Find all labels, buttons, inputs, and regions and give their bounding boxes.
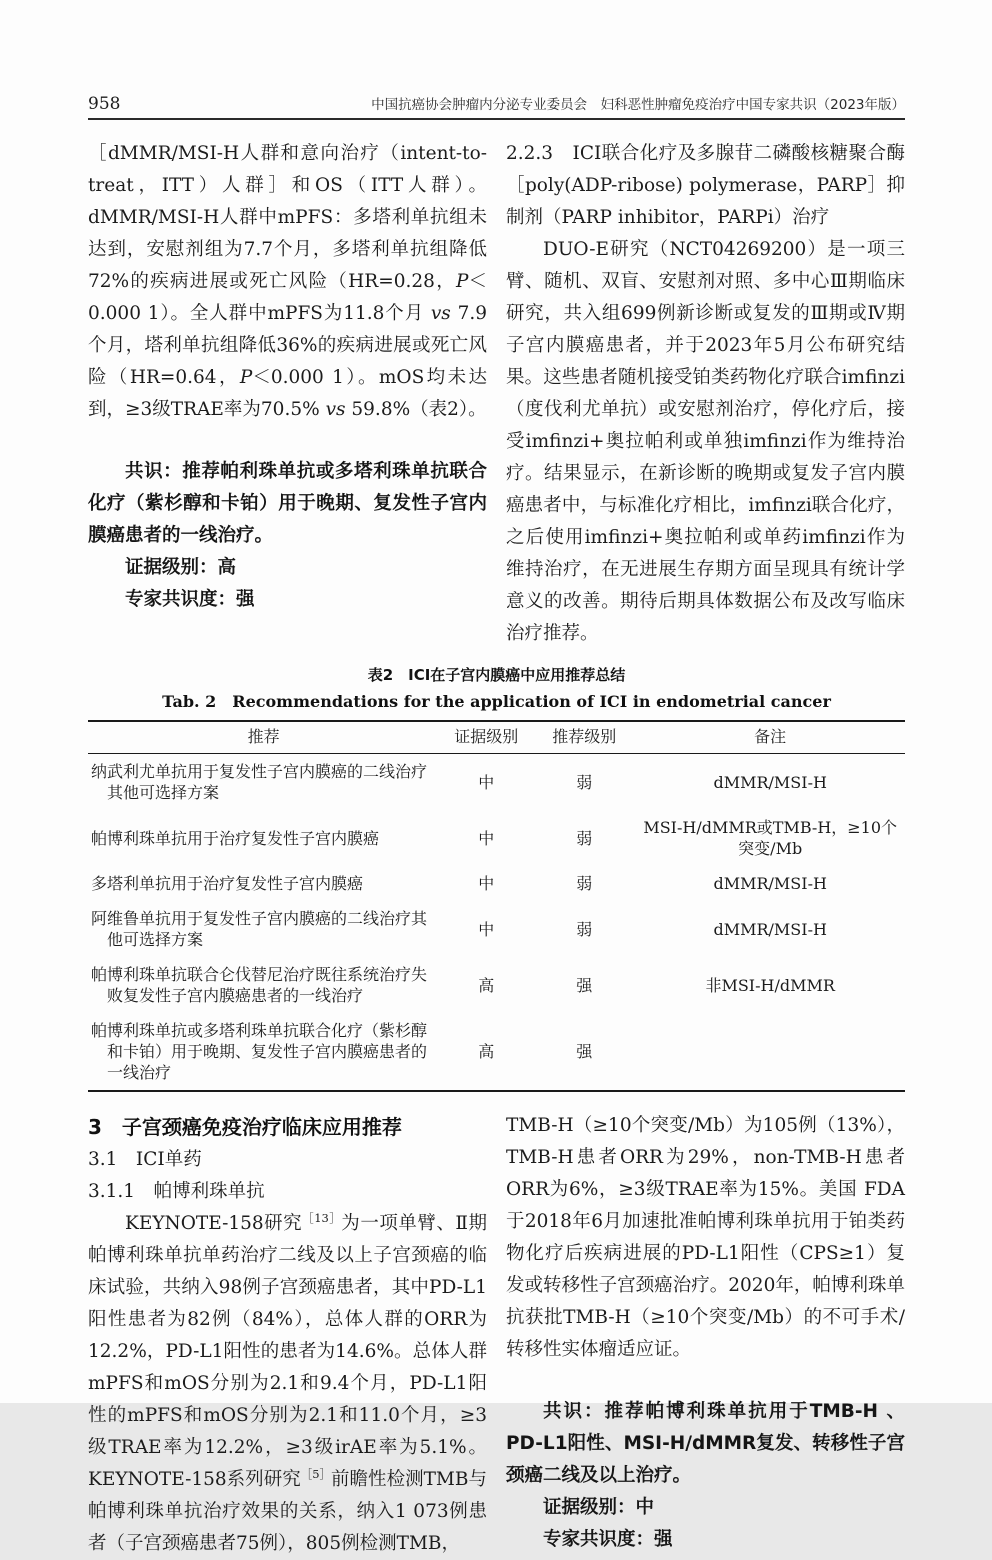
recommendation-text: 多塔利单抗用于治疗复发性子宫内膜癌 [91,874,364,893]
evidence-level-1: 证据级别：高 [125,557,237,578]
note: dMMR/MSI-H [713,919,827,939]
recommendation-text: 帕博利珠单抗联合仑伐替尼治疗既往系统治疗失败复发性子宫内膜癌患者的一线治疗 [91,965,428,1005]
recommendation-grade: 强 [576,1042,593,1061]
table-title-en: Tab. 2 Recommendations for the application of ICI in endometrial cancer [162,692,831,711]
table-row [88,901,905,957]
evidence-level-2: 证据级别：中 [543,1497,655,1518]
bottom-section [88,1110,905,1560]
duo-e-paragraph: DUO-E研究（NCT04269200）是一项三臂、随机、双盲、安慰剂对照、多中心Ⅲ期临床研究，共入组699例新诊断或复发的Ⅲ期或Ⅳ期子宫内膜癌患者，并于2023年5月公布研究结果。这些患者随机接受铂类药物化疗联合imfinzi（度伐利尤单抗）或安慰剂治疗，停化疗后，接受imfinzi+奥拉帕利或单独imfinzi作为维持治疗。结果显示，在新诊断的晚期或复发子宫内膜癌患者中，与标准化疗相比，imfinzi联合化疗，之后使用imfinzi+奥拉帕利或单药imfinzi作为维持治疗，在无进展生存期方面呈现具有统计学意义的改善。期待后期具体数据公布及改写临床治疗推荐。 [506,239,905,644]
evidence-level: 中 [478,828,495,848]
evidence-level: 高 [478,975,495,995]
section-heading-3: 3 子宫颈癌免疫治疗临床应用推荐 [88,1115,402,1139]
expert-consensus-1: 专家共识度：强 [125,589,255,610]
note: dMMR/MSI-H [713,772,827,792]
keynote-paragraph: KEYNOTE-158研究$^{[13]}$为一项单臂、Ⅱ期帕博利珠单抗单药治疗二线及以上子宫颈癌的临床试验，共纳入98例子宫颈癌患者，其中PD-L1阳性患者为82例（84%），总体人群的ORR为12.2%，PD-L1阳性的患者为14.6%。总体人群mPFS和mOS分别为2.1和9.4个月，PD-L1阳性的mPFS和mOS分别为2.1和11.0个月，≥3级TRAE率为12.2%，≥3级irAE率为5.1%。KEYNOTE-158系列研究$^{[5]}$前瞻性检测TMB与帕博利珠单抗治疗效果的关系，纳入1 073例患者（子宫颈癌患者75例），805例检测TMB， [88,1210,487,1554]
continuation-paragraph: ［dMMR/MSI-H人群和意向治疗（intent-to-treat，ITT）人群］和OS（ITT人群）。dMMR/MSI-H人群中mPFS：多塔利单抗组未达到，安慰剂组为7.7个月，多塔利单抗组降低72%的疾病进展或死亡风险（HR=0.28，P＜0.000 1）。全人群中mPFS为11.8个月 vs 7.9个月，塔利单抗组降低36%的疾病进展或死亡风险（HR=0.64，P＜0.000 1）。mOS均未达到，≥3级TRAE率为70.5% vs 59.8%（表2）。 [88,143,488,420]
col-header-note: 备注 [635,721,905,754]
col-header-grade: 推荐级别 [533,721,635,754]
evidence-level: 中 [478,874,495,893]
table-row [88,754,905,811]
col-header-evidence: 证据级别 [439,721,533,754]
expert-consensus-2: 专家共识度：强 [543,1529,673,1550]
table-row [88,1013,905,1091]
recommendation-text: 阿维鲁单抗用于复发性子宫内膜癌的二线治疗其他可选择方案 [91,909,428,949]
tmb-continuation-paragraph: TMB-H（≥10个突变/Mb）为105例（13%），TMB-H患者ORR为29%，non-TMB-H患者ORR为6%，≥3级TRAE率为15%。美国 FDA于2018年6月加速批准帕博利珠单抗用于铂类药物化疗后疾病进展的PD-L1阳性（CPS≥1）复发或转移性子宫颈癌治疗。2020年，帕博利珠单抗获批TMB-H（≥10个突变/Mb）的不可手术/转移性实体瘤适应证。 [506,1115,905,1360]
table-title-zh: 表2 ICI在子宫内膜癌中应用推荐总结 [367,666,626,684]
running-head [88,96,905,120]
left-column-bottom [88,1110,487,1560]
recommendation-grade: 弱 [576,919,593,939]
recommendation-text: 帕博利珠单抗用于治疗复发性子宫内膜癌 [91,828,380,848]
evidence-level: 中 [478,919,495,939]
table-2-block [88,664,905,1092]
note [635,1013,905,1091]
table-row [88,957,905,1013]
recommendation-text: 纳武利尤单抗用于复发性子宫内膜癌的二线治疗其他可选择方案 [91,762,428,802]
col-header-recommendation: 推荐 [88,721,439,754]
recommendation-grade: 弱 [576,874,593,893]
section-heading-3-1-1: 3.1.1 帕博利珠单抗 [88,1181,265,1202]
recommendation-grade: 弱 [576,828,593,848]
journal-title: 中国抗癌协会肿瘤内分泌专业委员会 妇科恶性肿瘤免疫治疗中国专家共识（2023年版） [371,96,905,113]
note: 非MSI-H/dMMR [705,975,835,995]
consensus-statement-1: 共识：推荐帕利珠单抗或多塔利珠单抗联合化疗（紫杉醇和卡铂）用于晚期、复发性子宫内膜癌患者的一线治疗。 [88,461,487,546]
recommendations-table [88,720,905,1092]
page-number: 958 [88,94,121,114]
recommendation-grade: 弱 [576,772,593,792]
note: dMMR/MSI-H [713,874,827,893]
table-row [88,810,905,866]
top-section [88,138,905,650]
section-heading-3-1: 3.1 ICI单药 [88,1149,202,1170]
recommendation-text: 帕博利珠单抗或多塔利珠单抗联合化疗（紫杉醇和卡铂）用于晚期、复发性子宫内膜癌患者的一线治疗 [91,1021,428,1082]
note: MSI-H/dMMR或TMB-H，≥10个突变/Mb [643,818,898,858]
table-row [88,866,905,901]
left-column-top [88,138,487,650]
evidence-level: 中 [478,772,495,792]
right-column-bottom [506,1110,905,1560]
section-heading-2-2-3: 2.2.3 ICI联合化疗及多腺苷二磷酸核糖聚合酶［poly(ADP-ribose) polymerase，PARP］抑制剂（PARP inhibitor，PARPi）治疗 [506,143,905,228]
recommendation-grade: 强 [576,975,593,995]
consensus-statement-2: 共识：推荐帕博利珠单抗用于TMB-H 、PD-L1阳性、MSI-H/dMMR复发、转移性子宫颈癌二线及以上治疗。 [506,1401,905,1486]
right-column-top [506,138,905,650]
evidence-level: 高 [478,1042,495,1061]
table-header-row [88,721,905,754]
